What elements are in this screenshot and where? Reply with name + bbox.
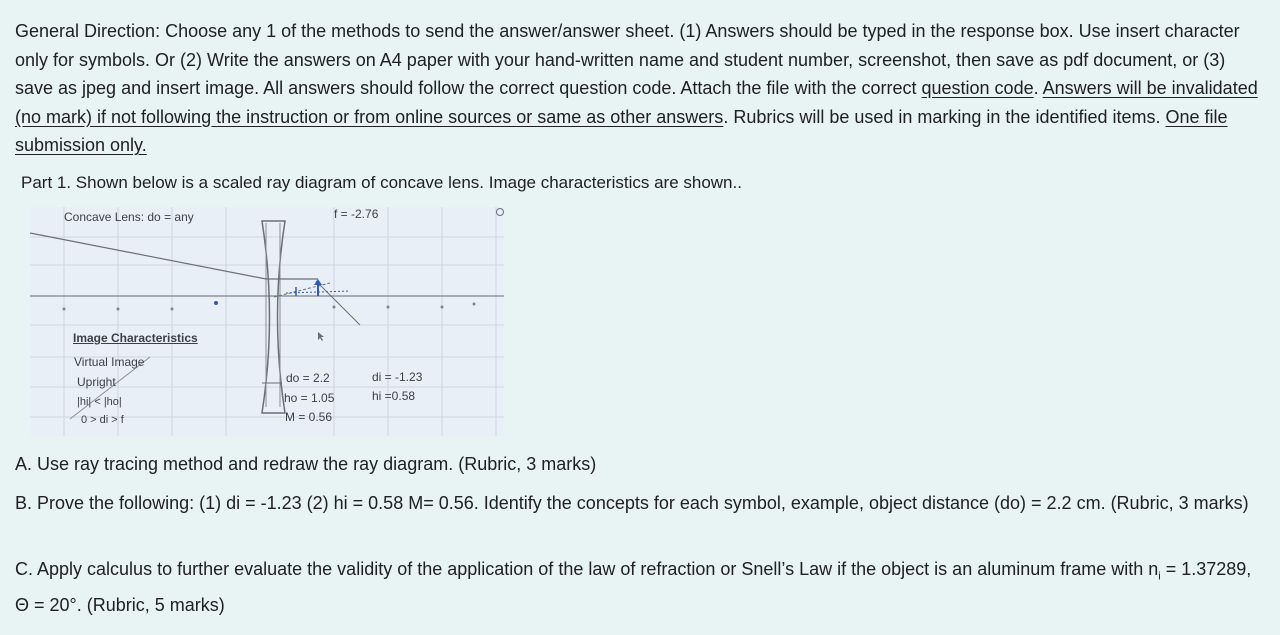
general-direction-sep: . xyxy=(1033,78,1043,98)
diagram-title: Concave Lens: do = any xyxy=(64,210,194,224)
question-a: A. Use ray tracing method and redraw the ray diagram. (Rubric, 3 marks) xyxy=(15,454,597,474)
diagram-focal-length: f = -2.76 xyxy=(334,207,379,221)
invalidation-warning: Answers will be invalidated (no mark) if not following the instruction or from online sources or same as other answers xyxy=(15,78,1258,127)
characteristic-virtual: Virtual Image xyxy=(74,355,145,369)
general-direction xyxy=(15,17,1265,160)
magnification: M = 0.56 xyxy=(285,410,333,424)
characteristic-height: |hi| < |ho| xyxy=(77,396,122,408)
question-b: B. Prove the following: (1) di = -1.23 (2) hi = 0.58 M= 0.56. Identify the concepts for each symbol, example, object distance (do) = 2.2 cm. (Rubric, 3 marks) xyxy=(15,493,1249,513)
question-c-values: = 1.37289, Θ = 20°. (Rubric, 5 marks) xyxy=(15,559,1252,615)
characteristic-upright: Upright xyxy=(77,375,116,389)
rubrics-note: . Rubrics will be used in marking in the identified items. xyxy=(723,106,1166,127)
object-height: ho = 1.05 xyxy=(284,391,335,405)
ray-diagram-image xyxy=(30,207,504,436)
part1-heading: Part 1. Shown below is a scaled ray diagram of concave lens. Image characteristics are shown.. xyxy=(21,173,742,192)
one-file-note: One file submission only. xyxy=(15,106,1228,155)
characteristics-heading: Image Characteristics xyxy=(73,331,198,345)
question-c-text: C. Apply calculus to further evaluate the validity of the application of the law of refraction or Snell’s Law if the object is an aluminum frame with n xyxy=(15,559,1159,579)
image-height: hi =0.58 xyxy=(372,389,416,403)
object-distance: do = 2.2 xyxy=(286,371,330,385)
question-c xyxy=(15,555,1265,619)
general-direction-text: General Direction: Choose any 1 of the methods to send the answer/answer sheet. (1) Answers should be typed in the response box. Use insert character only for symbols. Or (2) Write the answers on A4 paper with your hand-written name and student number, screenshot, then save as pdf document, or (3) save as jpeg and insert image. All answers should follow the correct question code. Attach the file with the correct xyxy=(15,21,1240,98)
image-distance: di = -1.23 xyxy=(372,370,423,384)
refractive-index-subscript: i xyxy=(1158,570,1161,583)
characteristic-distance: 0 > di > f xyxy=(81,414,124,426)
question-code-link[interactable]: question code xyxy=(921,78,1034,98)
